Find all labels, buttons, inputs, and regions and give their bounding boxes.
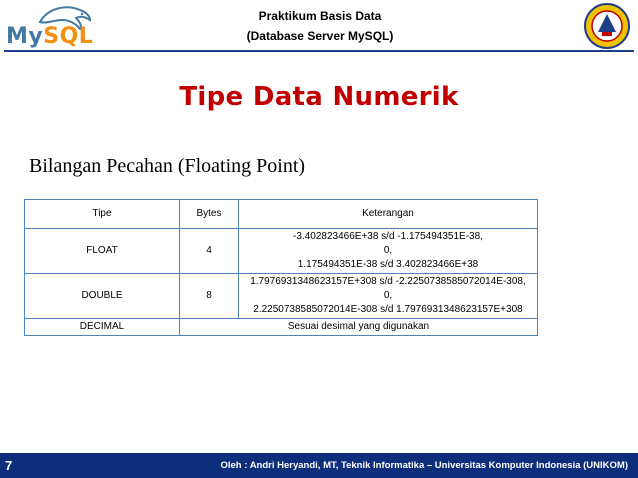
numeric-types-table <box>24 199 538 336</box>
cell-bytes: 8 <box>180 274 239 319</box>
header-divider <box>4 50 634 52</box>
cell-tipe: DOUBLE <box>25 274 180 319</box>
mysql-wordmark: MySQL <box>6 24 94 49</box>
unikom-seal-icon <box>580 2 634 50</box>
table-row <box>25 319 538 336</box>
footer-credit: Oleh : Andri Heryandi, MT, Teknik Informatika – Universitas Komputer Indonesia (UNIKOM) <box>220 460 628 471</box>
mysql-logo <box>6 2 101 48</box>
table-row <box>25 274 538 319</box>
cell-tipe: FLOAT <box>25 229 180 274</box>
cell-keterangan: Sesuai desimal yang digunakan <box>180 319 538 336</box>
footer-bar <box>0 453 638 478</box>
column-header-tipe: Tipe <box>25 200 180 229</box>
slide-title: Tipe Data Numerik <box>179 82 459 112</box>
page-number: 7 <box>5 458 13 473</box>
table-row <box>25 229 538 274</box>
column-header-keterangan: Keterangan <box>239 200 538 229</box>
cell-keterangan: -3.402823466E+38 s/d -1.175494351E-38, 0, 1.175494351E-38 s/d 3.402823466E+38 <box>239 229 538 274</box>
section-subtitle: Bilangan Pecahan (Floating Point) <box>29 155 306 177</box>
cell-keterangan: 1.7976931348623157E+308 s/d -2.2250738585072014E-308, 0, 2.2250738585072014E-308 s/d 1.7976931348623157E+308 <box>239 274 538 319</box>
course-title: Praktikum Basis Data <box>258 9 382 23</box>
cell-bytes: 4 <box>180 229 239 274</box>
column-header-bytes: Bytes <box>180 200 239 229</box>
table-header-row <box>25 200 538 229</box>
cell-tipe: DECIMAL <box>25 319 180 336</box>
course-subtitle: (Database Server MySQL) <box>246 29 394 43</box>
